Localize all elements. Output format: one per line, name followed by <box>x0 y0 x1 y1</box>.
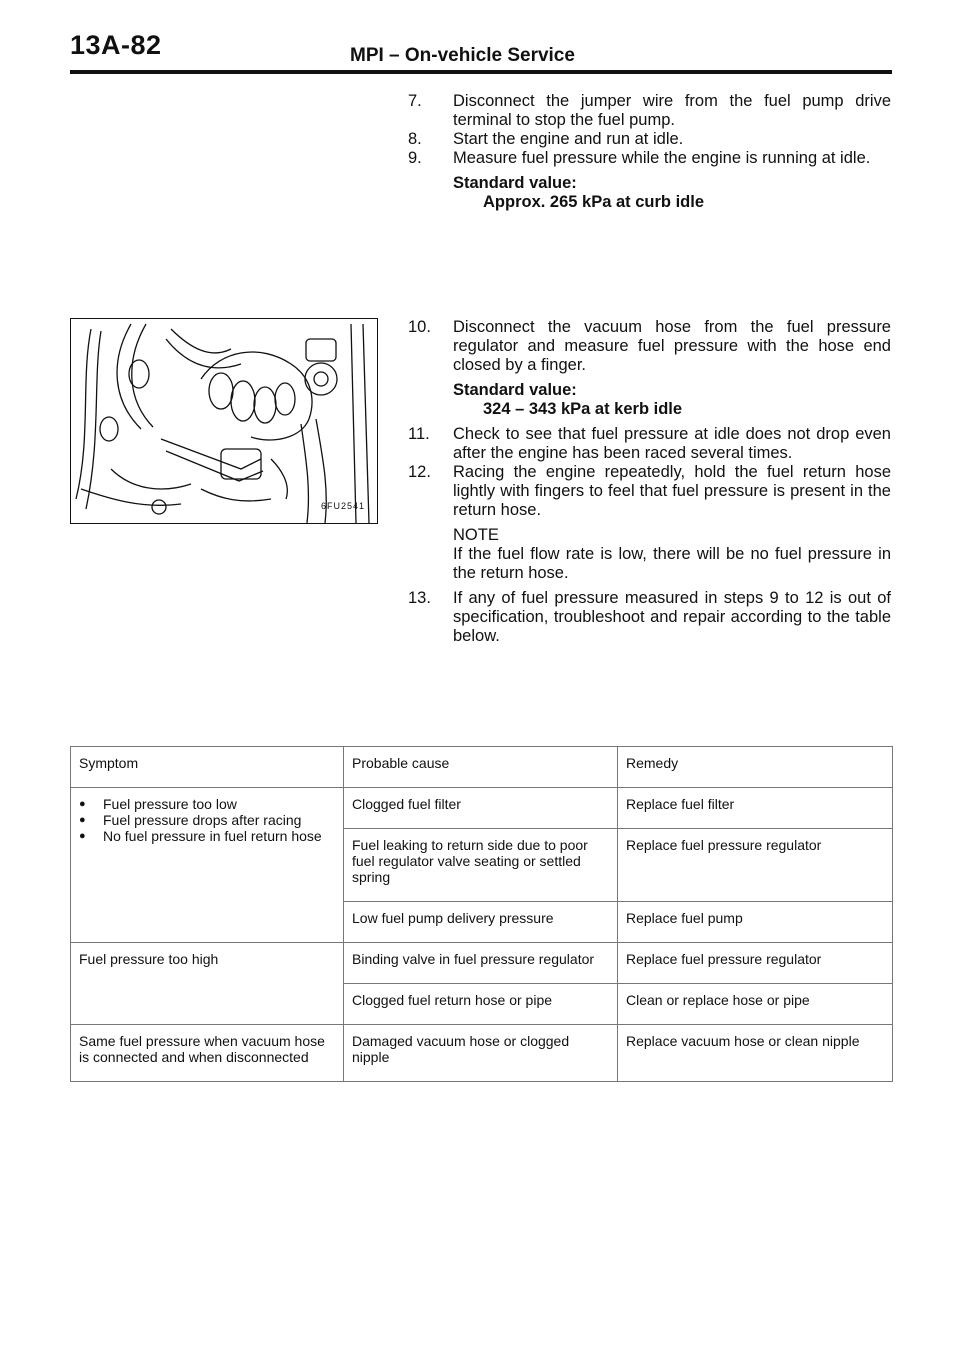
symptom-cell: Same fuel pressure when vacuum hose is connected and when disconnected <box>71 1025 344 1082</box>
step-12 <box>408 463 891 520</box>
step-7 <box>408 92 891 130</box>
header-cause: Probable cause <box>344 747 618 788</box>
cause-cell: Low fuel pump delivery pressure <box>344 902 618 943</box>
list-item: ● No fuel pressure in fuel return hose <box>79 828 335 844</box>
remedy-cell: Replace fuel filter <box>618 788 893 829</box>
note <box>408 526 891 583</box>
step-number: 7. <box>408 92 422 110</box>
symptom-cell: Fuel pressure too high <box>71 943 344 1025</box>
list-item: ● Fuel pressure drops after racing <box>79 812 335 828</box>
header-divider <box>70 70 892 74</box>
figure-code: 6FU2541 <box>320 501 365 511</box>
standard-value-label: Standard value: <box>453 174 577 192</box>
standard-value: Approx. 265 kPa at curb idle <box>483 193 704 211</box>
standard-value-label: Standard value: <box>453 381 577 399</box>
table-row <box>71 1025 893 1082</box>
step-number: 13. <box>408 589 431 607</box>
cause-cell: Clogged fuel filter <box>344 788 618 829</box>
header-remedy: Remedy <box>618 747 893 788</box>
cause-cell: Damaged vacuum hose or clogged nipple <box>344 1025 618 1082</box>
note-text: If the fuel flow rate is low, there will be no fuel pressure in the return hose. <box>453 545 891 582</box>
step-text: Start the engine and run at idle. <box>453 130 684 148</box>
remedy-cell: Replace fuel pressure regulator <box>618 943 893 984</box>
step-number: 10. <box>408 318 431 336</box>
remedy-cell: Replace fuel pressure regulator <box>618 829 893 902</box>
header-symptom: Symptom <box>71 747 344 788</box>
cause-cell: Fuel leaking to return side due to poor fuel regulator valve seating or settled spring <box>344 829 618 902</box>
engine-illustration <box>71 319 377 523</box>
page-title: MPI – On-vehicle Service <box>350 45 575 66</box>
troubleshooting-table <box>70 746 893 1082</box>
step-text: Measure fuel pressure while the engine is running at idle. <box>453 149 871 167</box>
step-text: Disconnect the vacuum hose from the fuel pressure regulator and measure fuel pressure with the hose end closed by a finger. <box>453 318 891 374</box>
standard-value-1 <box>408 174 891 212</box>
table-row <box>71 788 893 829</box>
step-text: Check to see that fuel pressure at idle does not drop even after the engine has been raced several times. <box>453 425 891 462</box>
step-text: If any of fuel pressure measured in steps 9 to 12 is out of specification, troubleshoot and repair according to the table below. <box>453 589 891 645</box>
symptom-cell <box>71 788 344 943</box>
step-8 <box>408 130 891 149</box>
standard-value-2 <box>408 381 891 419</box>
step-text: Disconnect the jumper wire from the fuel pump drive terminal to stop the fuel pump. <box>453 92 891 129</box>
step-number: 9. <box>408 149 422 167</box>
step-13 <box>408 589 891 646</box>
page-number: 13A-82 <box>70 30 162 60</box>
step-11 <box>408 425 891 463</box>
steps-top <box>408 92 891 212</box>
step-10 <box>408 318 891 375</box>
note-label: NOTE <box>453 526 499 544</box>
step-number: 11. <box>408 425 430 443</box>
list-item: ● Fuel pressure too low <box>79 796 335 812</box>
cause-cell: Clogged fuel return hose or pipe <box>344 984 618 1025</box>
step-9 <box>408 149 891 168</box>
table-header-row <box>71 747 893 788</box>
engine-figure <box>70 318 378 524</box>
cause-cell: Binding valve in fuel pressure regulator <box>344 943 618 984</box>
remedy-cell: Clean or replace hose or pipe <box>618 984 893 1025</box>
remedy-cell: Replace fuel pump <box>618 902 893 943</box>
standard-value: 324 – 343 kPa at kerb idle <box>483 400 683 418</box>
symptom-list <box>79 796 335 844</box>
step-number: 12. <box>408 463 431 481</box>
steps-bottom <box>408 318 891 646</box>
step-number: 8. <box>408 130 422 148</box>
step-text: Racing the engine repeatedly, hold the fuel return hose lightly with fingers to feel that fuel pressure is present in the return hose. <box>453 463 891 519</box>
table-row <box>71 943 893 984</box>
remedy-cell: Replace vacuum hose or clean nipple <box>618 1025 893 1082</box>
